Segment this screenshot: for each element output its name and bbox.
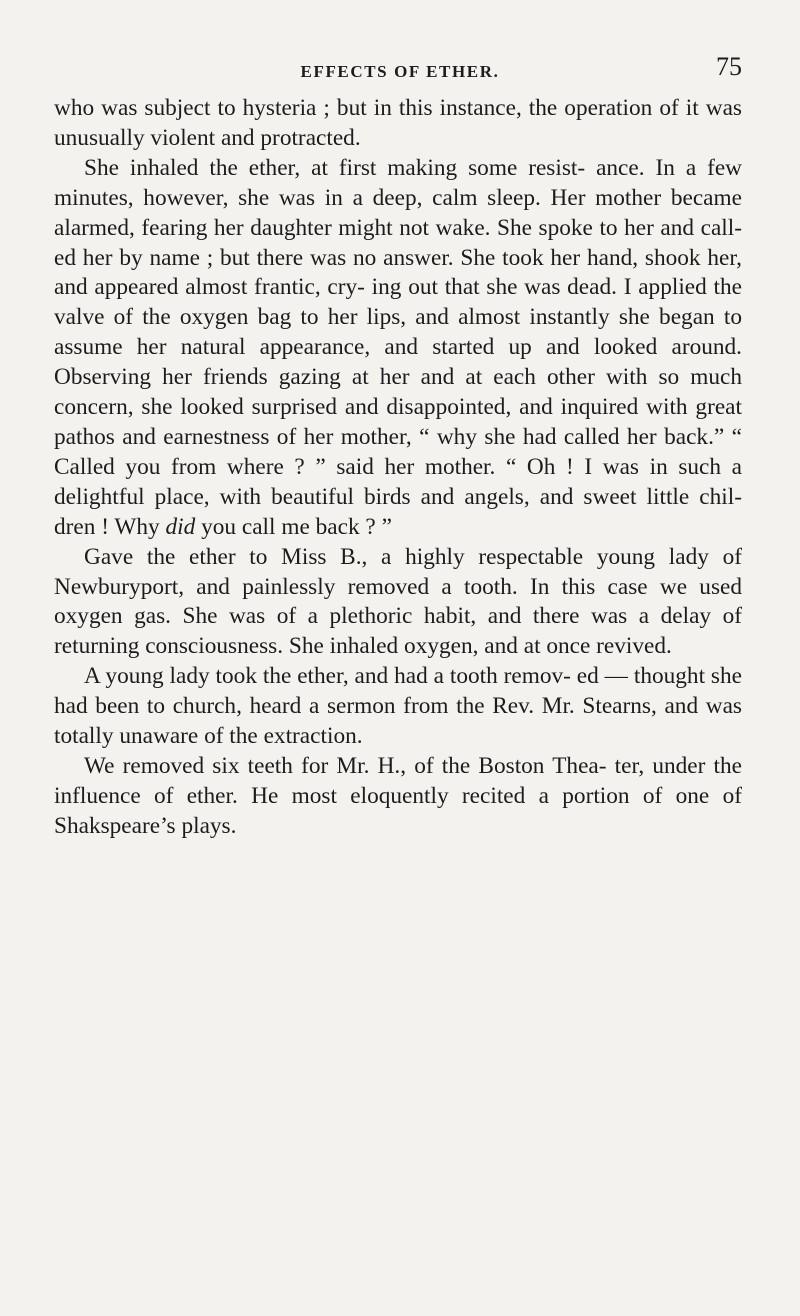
paragraph-text: who was subject to hysteria ; but in this instance, the operation of it was unusually violent and protracted. [54, 95, 742, 151]
body-text [54, 94, 742, 842]
paragraph-text: She inhaled the ether, at first making some resist- ance. In a few minutes, however, she was in a deep, calm sleep. Her mother became alarmed, fearing her daughter might not wake. She spoke to her and call- ed her by name ; but there was no answer. She took her hand, shook her, and appeared almost frantic, cry- ing out that she was dead. I applied the valve of the oxygen bag to her lips, and almost instantly she began to assume her natural appearance, and started up and looked around. Observing her friends gazing at her and at each other with so much concern, she looked surprised and disappointed, and inquired with great pathos and earnestness of her mother, “ why she had called her back.” “ Called you from where ? ” said her mother. “ Oh ! I was in such a delightful place, with beautiful birds and angels, and sweet little chil- dren ! Why [54, 154, 742, 540]
running-head-title: EFFECTS OF ETHER. [300, 62, 500, 81]
page-number: 75 [716, 52, 742, 81]
paragraph-text: A young lady took the ether, and had a tooth remov- ed — thought she had been to church, heard a sermon from the Rev. Mr. Stearns, and was totally unaware of the extraction. [54, 663, 742, 750]
running-head [0, 52, 800, 88]
paragraph [54, 752, 742, 842]
paragraph [54, 154, 742, 543]
paragraph [54, 94, 742, 154]
paragraph-text: you call me back ? ” [195, 513, 392, 540]
paragraph-text: Gave the ether to Miss B., a highly respectable young lady of Newburyport, and painlessly removed a tooth. In this case we used oxygen gas. She was of a plethoric habit, and there was a delay of returning consciousness. She inhaled oxygen, and at once revived. [54, 543, 742, 660]
paragraph-text: We removed six teeth for Mr. H., of the Boston Thea- ter, under the influence of ether. He most eloquently recited a portion of one of Shakspeare’s plays. [54, 752, 742, 839]
paragraph [54, 543, 742, 663]
italic-text: did [165, 513, 196, 540]
paragraph [54, 662, 742, 752]
